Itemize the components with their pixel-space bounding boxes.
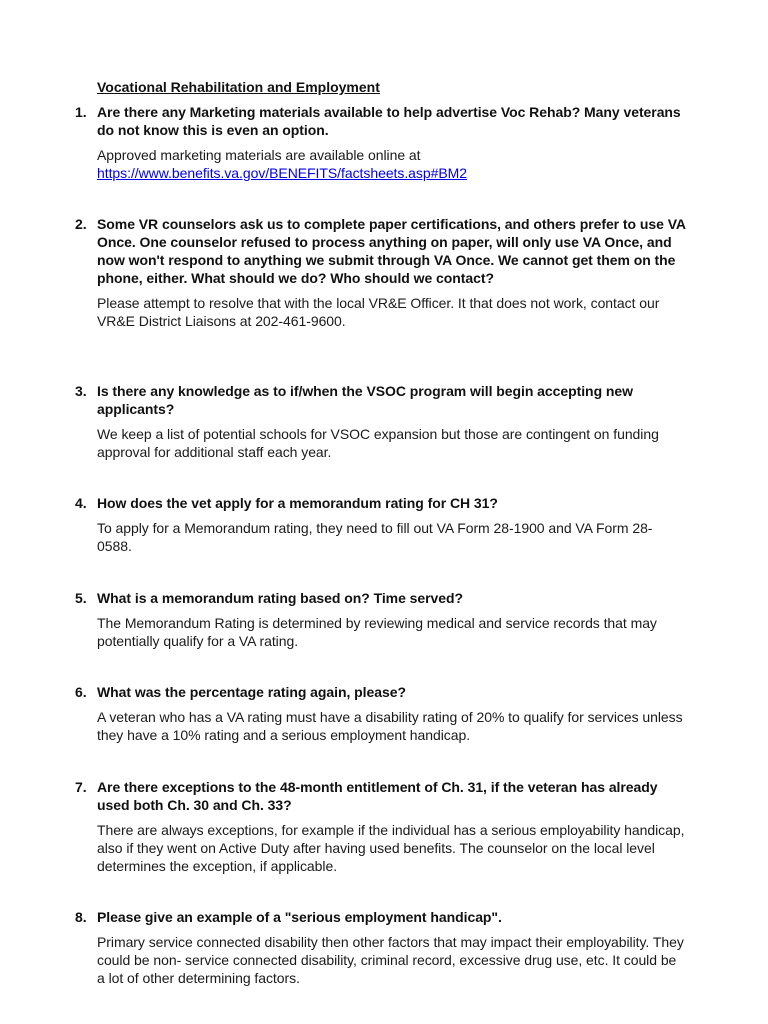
answer-text: We keep a list of potential schools for VSOC expansion but those are contingent on funding approval for additional staff each year.	[97, 426, 659, 460]
qa-item-8	[70, 908, 686, 987]
question-text: How does the vet apply for a memorandum rating for CH 31?	[97, 495, 498, 511]
question-number: 3.	[75, 383, 87, 399]
question-row	[70, 103, 686, 139]
qa-item-3	[70, 382, 686, 461]
question-text: Are there exceptions to the 48-month entitlement of Ch. 31, if the veteran has already used both Ch. 30 and Ch. 33?	[97, 779, 658, 813]
question-row	[70, 382, 686, 418]
answer-intro: Approved marketing materials are available online at	[97, 147, 421, 163]
question-text: What is a memorandum rating based on? Time served?	[97, 590, 463, 606]
answer-text: There are always exceptions, for example if the individual has a serious employability handicap, also if they went on Active Duty after having used benefits. The counselor on the local level determines the exception, if applicable.	[97, 822, 685, 874]
question-row	[70, 683, 686, 701]
qa-item-1	[70, 103, 686, 182]
question-number: 8.	[75, 909, 87, 925]
qa-item-2	[70, 215, 686, 330]
answer-text	[70, 146, 686, 182]
answer-text: Please attempt to resolve that with the local VR&E Officer. It that does not work, contact our VR&E District Liaisons at 202-461-9600.	[97, 295, 660, 329]
question-number: 2.	[75, 216, 87, 232]
question-row	[70, 494, 686, 512]
factsheets-link[interactable]: https://www.benefits.va.gov/BENEFITS/factsheets.asp#BM2	[97, 165, 467, 181]
question-text: Some VR counselors ask us to complete paper certifications, and others prefer to use VA Once. One counselor refused to process anything on paper, will only use VA Once, and now won't respond to anything we submit through VA Once. We cannot get them on the phone, either. What should we do? Who should we contact?	[97, 216, 686, 286]
qa-item-5	[70, 589, 686, 650]
qa-item-4	[70, 494, 686, 555]
qa-item-7	[70, 778, 686, 875]
question-number: 6.	[75, 684, 87, 700]
answer-text: To apply for a Memorandum rating, they need to fill out VA Form 28-1900 and VA Form 28-0588.	[97, 520, 653, 554]
question-row	[70, 778, 686, 814]
answer-text: A veteran who has a VA rating must have a disability rating of 20% to qualify for services unless they have a 10% rating and a serious employment handicap.	[97, 709, 683, 743]
qa-item-6	[70, 683, 686, 744]
answer-text: The Memorandum Rating is determined by reviewing medical and service records that may potentially qualify for a VA rating.	[97, 615, 657, 649]
question-number: 1.	[75, 104, 87, 120]
question-number: 5.	[75, 590, 87, 606]
question-text: Please give an example of a "serious employment handicap".	[97, 909, 502, 925]
question-row	[70, 908, 686, 926]
document-title: Vocational Rehabilitation and Employment	[97, 79, 380, 95]
question-number: 4.	[75, 495, 87, 511]
question-row	[70, 589, 686, 607]
question-row	[70, 215, 686, 287]
question-text: What was the percentage rating again, please?	[97, 684, 406, 700]
question-number: 7.	[75, 779, 87, 795]
question-text: Are there any Marketing materials available to help advertise Voc Rehab? Many veterans do not know this is even an option.	[97, 104, 681, 138]
question-text: Is there any knowledge as to if/when the VSOC program will begin accepting new applicants?	[97, 383, 633, 417]
answer-text: Primary service connected disability then other factors that may impact their employability. They could be non- service connected disability, criminal record, excessive drug use, etc. It could be a lot of other determining factors.	[97, 934, 684, 986]
